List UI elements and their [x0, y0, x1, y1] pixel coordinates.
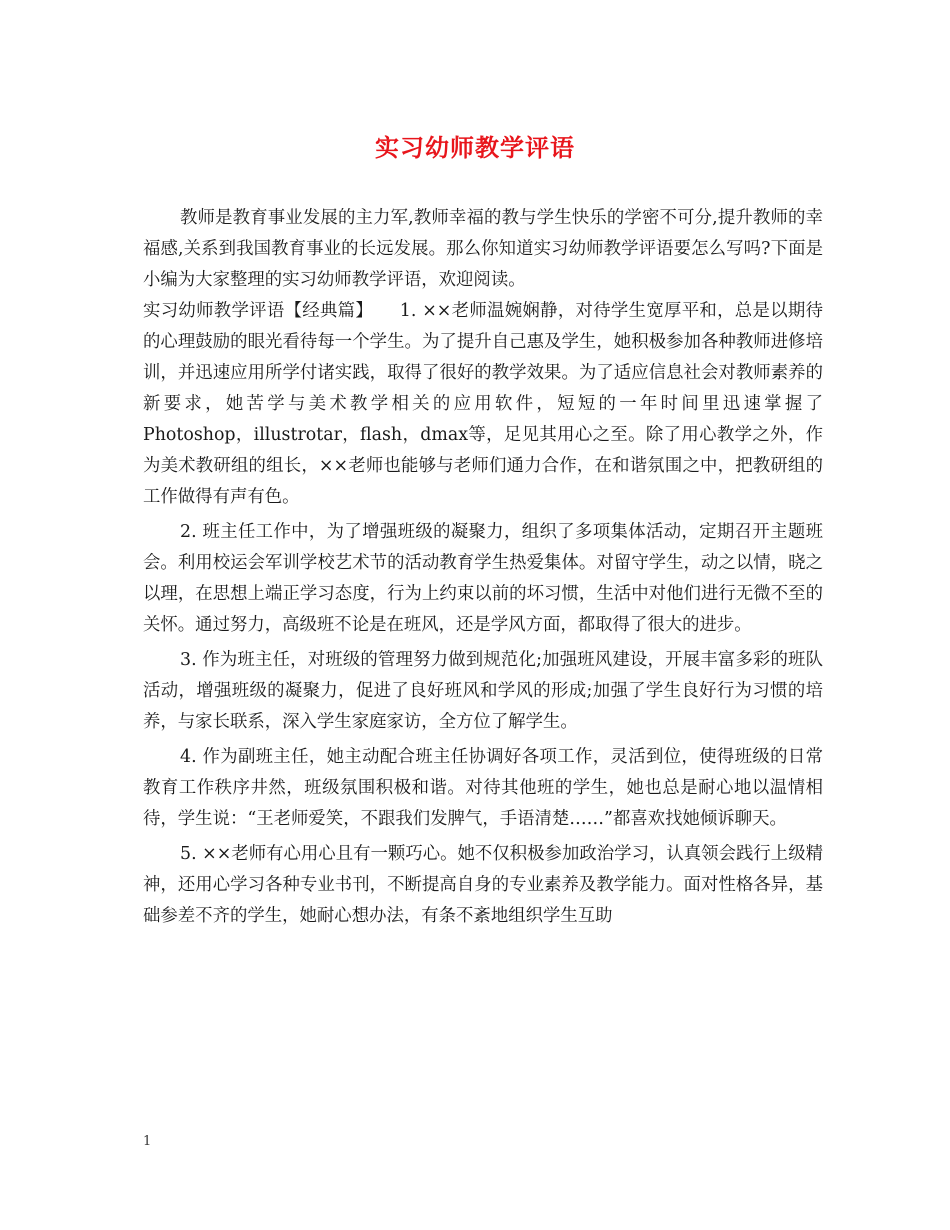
paragraph-2: 2. 班主任工作中，为了增强班级的凝聚力，组织了多项集体活动，定期召开主题班会。利用校运会军训学校艺术节的活动教育学生热爱集体。对留守学生，动之以情，晓之以理，在思想上端正学习态度，行为上约束以前的坏习惯，生活中对他们进行无微不至的关怀。通过努力，高级班不论是在班风，还是学风方面，都取得了很大的进步。	[143, 522, 823, 635]
document-body	[143, 203, 823, 932]
paragraph-3: 3. 作为班主任，对班级的管理努力做到规范化;加强班风建设，开展丰富多彩的班队活动，增强班级的凝聚力，促进了良好班风和学风的形成;加强了学生良好行为习惯的培养，与家长联系，深入学生家庭家访，全方位了解学生。	[143, 650, 823, 732]
page-number: 1	[143, 1134, 152, 1149]
document-title: 实习幼师教学评语	[375, 133, 575, 162]
paragraph-1: 实习幼师教学评语【经典篇】 1. ××老师温婉娴静，对待学生宽厚平和，总是以期待的心理鼓励的眼光看待每一个学生。为了提升自己惠及学生，她积极参加各种教师进修培训，并迅速应用所学付诸实践，取得了很好的教学效果。为了适应信息社会对教师素养的新要求，她苦学与美术教学相关的应用软件，短短的一年时间里迅速掌握了Photoshop，illustrotar，flash，dmax等，足见其用心之至。除了用心教学之外，作为美术教研组的组长，××老师也能够与老师们通力合作，在和谐氛围之中，把教研组的工作做得有声有色。	[143, 301, 823, 507]
paragraph-4: 4. 作为副班主任，她主动配合班主任协调好各项工作，灵活到位，使得班级的日常教育工作秩序井然，班级氛围积极和谐。对待其他班的学生，她也总是耐心地以温情相待，学生说：“王老师爱笑，不跟我们发脾气，手语清楚……”都喜欢找她倾诉聊天。	[143, 747, 823, 829]
paragraph-5: 5. ××老师有心用心且有一颗巧心。她不仅积极参加政治学习，认真领会践行上级精神，还用心学习各种专业书刊，不断提高自身的专业素养及教学能力。面对性格各异，基础参差不齐的学生，她耐心想办法，有条不紊地组织学生互助	[143, 844, 823, 926]
intro-paragraph: 教师是教育事业发展的主力军,教师幸福的教与学生快乐的学密不可分,提升教师的幸福感,关系到我国教育事业的长远发展。那么你知道实习幼师教学评语要怎么写吗?下面是小编为大家整理的实习幼师教学评语，欢迎阅读。	[143, 208, 823, 290]
